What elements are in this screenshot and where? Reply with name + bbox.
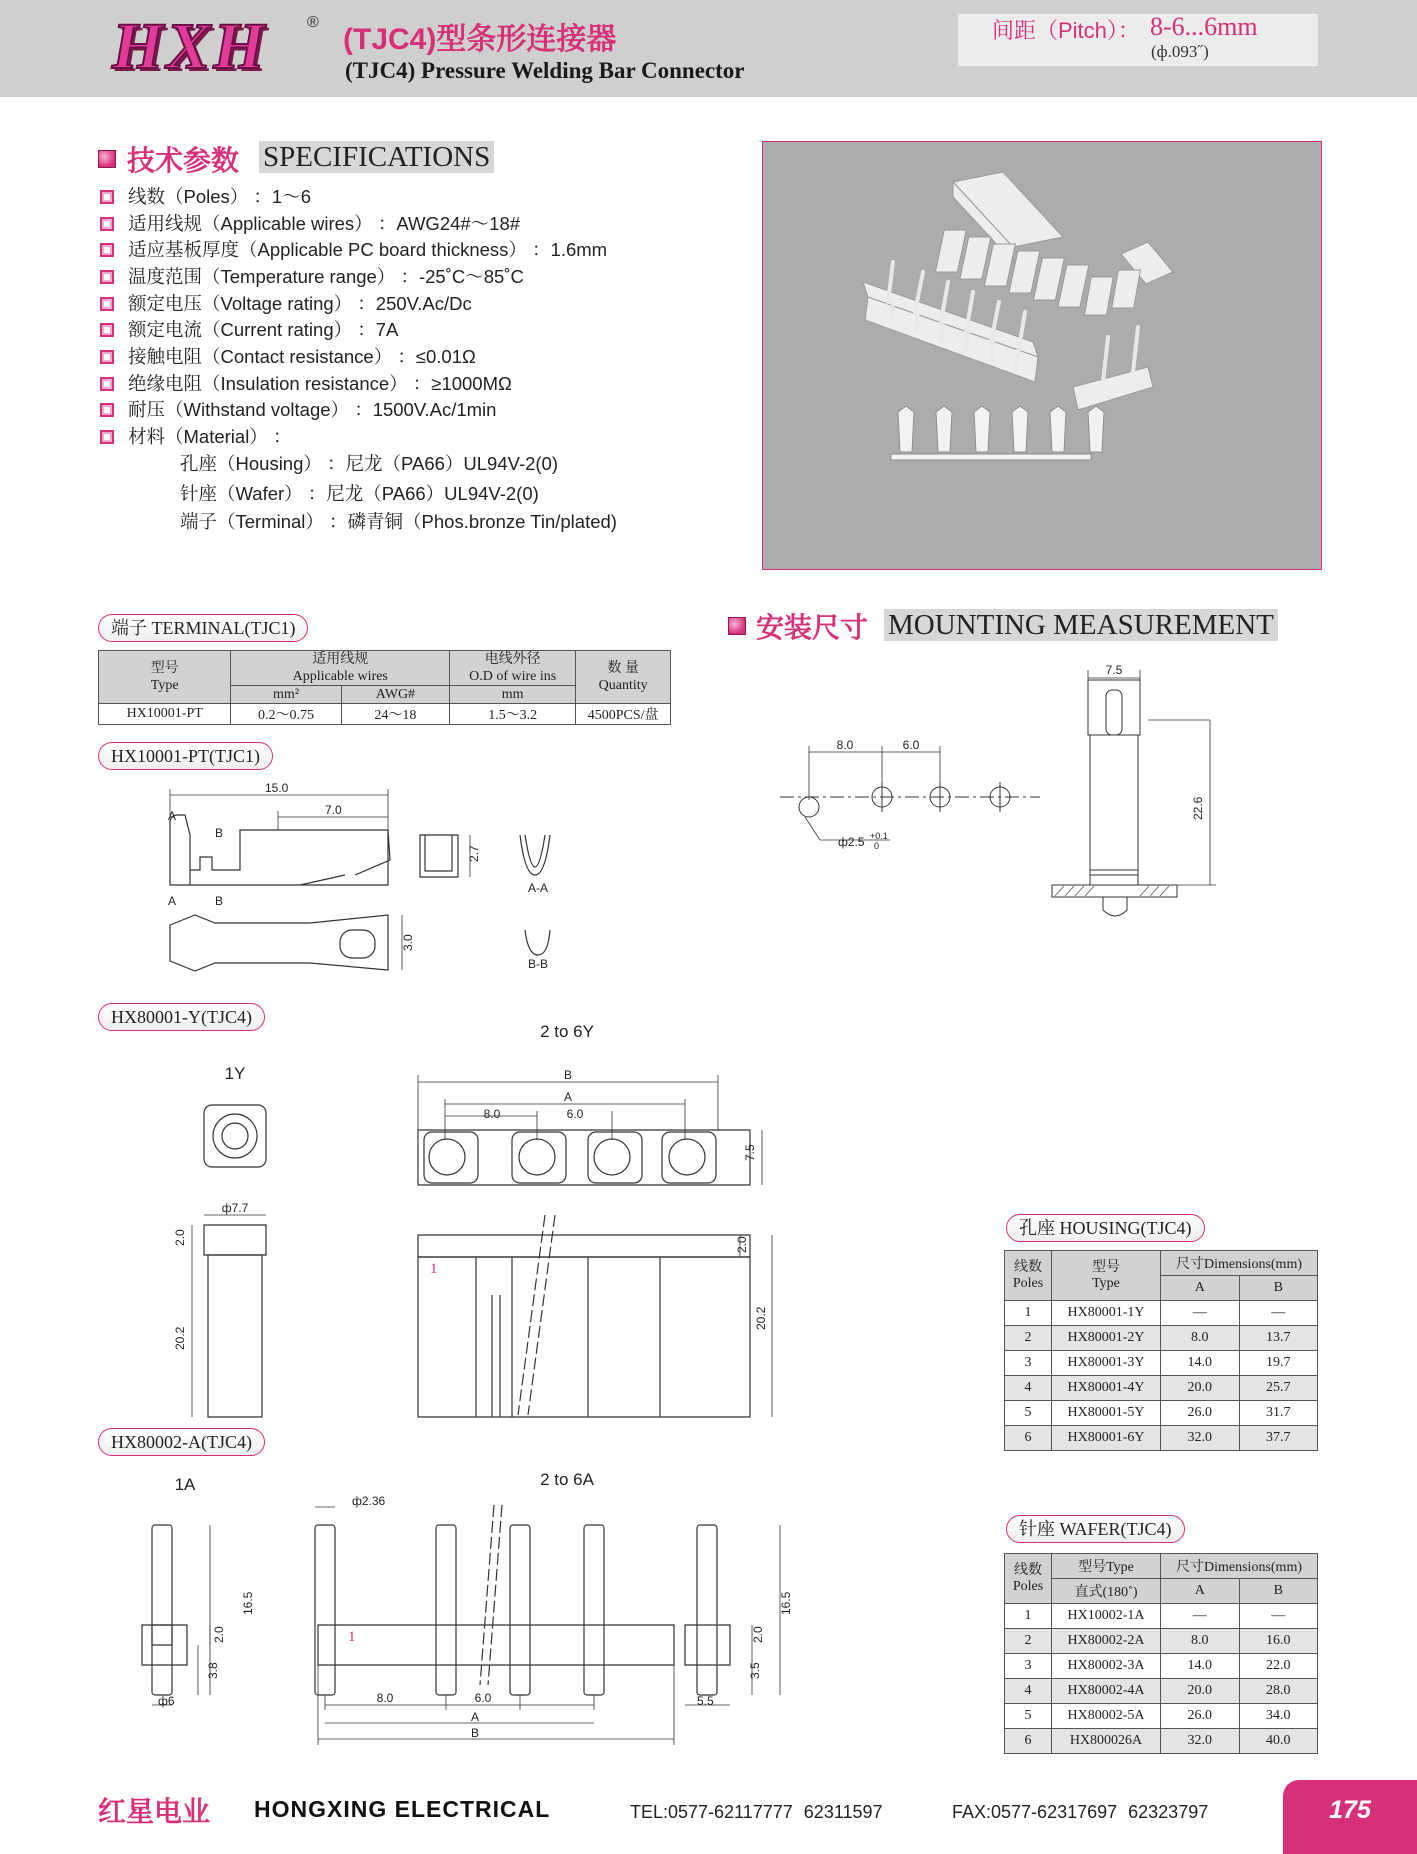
table-cell: 3 xyxy=(1005,1654,1052,1679)
title-english: (TJC4) Pressure Welding Bar Connector xyxy=(345,58,745,83)
bullet-icon xyxy=(100,270,114,284)
marker-b-bottom: B xyxy=(215,894,224,908)
dim-a: A xyxy=(563,1090,573,1104)
table-cell: 5 xyxy=(1005,1401,1052,1426)
material-terminal: 端子（Terminal） ：磷青铜（Phos.bronze Tin/plated) xyxy=(180,511,617,532)
dim-3-5: 3.5 xyxy=(748,1662,762,1679)
wafer-drawing xyxy=(140,1455,800,1755)
marker-b-top: B xyxy=(215,826,224,840)
view-1y: 1Y xyxy=(224,1064,246,1083)
view-1a: 1A xyxy=(174,1475,196,1494)
table-cell: 26.0 xyxy=(1161,1704,1240,1729)
table-cell: 22.0 xyxy=(1239,1654,1318,1679)
material-housing: 孔座（Housing） ：尼龙（PA66）UL94V-2(0) xyxy=(180,453,559,474)
th-awg: AWG# xyxy=(341,686,449,704)
bullet-icon xyxy=(100,430,114,444)
th-type: 型号 Type xyxy=(1052,1251,1161,1301)
product-photo-drawing xyxy=(763,142,1321,569)
pitch-value: 8-6...6mm xyxy=(1150,12,1258,41)
tolerance-lower: 0 xyxy=(874,841,880,851)
table-cell: 34.0 xyxy=(1239,1704,1318,1729)
pitch-inch: (ф.093˝) xyxy=(1151,42,1209,61)
page-number: 175 xyxy=(1283,1780,1417,1854)
dim-15: 15.0 xyxy=(265,781,289,795)
dim-phi-6: ф6 xyxy=(158,1694,175,1708)
registered-mark: ® xyxy=(307,14,319,31)
bullet-icon xyxy=(100,190,114,204)
th-wires: 适用线规 Applicable wires xyxy=(231,651,450,686)
pitch-label: 间距（Pitch）： xyxy=(992,18,1140,43)
terminal-table xyxy=(98,650,671,725)
table-cell: 0.2～0.75 xyxy=(231,704,341,725)
dim-b: B xyxy=(563,1068,573,1082)
dim-2-0-side: 2.0 xyxy=(212,1626,226,1643)
dim-phi-7-7: ф7.7 xyxy=(221,1201,249,1215)
table-row xyxy=(1005,1426,1318,1451)
dim-2-0-front: 2.0 xyxy=(735,1236,749,1253)
footer-company-cn: 红星电业 xyxy=(98,1796,211,1827)
table-cell: HX80002-2A xyxy=(1052,1629,1161,1654)
spec-item: 额定电流（Current rating） ：7A xyxy=(128,319,399,340)
housing-table xyxy=(1004,1250,1318,1451)
bullet-icon xyxy=(100,243,114,257)
dim-7-5: 7.5 xyxy=(743,1144,757,1161)
table-cell: 32.0 xyxy=(1161,1729,1240,1754)
table-cell: — xyxy=(1239,1604,1318,1629)
table-cell: 4 xyxy=(1005,1679,1052,1704)
table-row xyxy=(1005,1326,1318,1351)
table-cell: 4 xyxy=(1005,1376,1052,1401)
table-cell: 26.0 xyxy=(1161,1401,1240,1426)
table-row xyxy=(1005,1604,1318,1629)
th-a: A xyxy=(1161,1579,1240,1604)
terminal-drawing-label: HX10001-PT(TJC1) xyxy=(98,742,273,770)
mounting-title-cn: 安装尺寸 xyxy=(756,612,869,643)
spec-item: 额定电压（Voltage rating） ：250V.Ac/Dc xyxy=(128,293,472,314)
bullet-icon xyxy=(100,323,114,337)
table-cell: 6 xyxy=(1005,1729,1052,1754)
table-cell: 4500PCS/盘 xyxy=(576,704,671,725)
dim-7-5: 7.5 xyxy=(1105,663,1123,677)
table-cell: HX80001-3Y xyxy=(1052,1351,1161,1376)
table-cell: 24～18 xyxy=(341,704,449,725)
th-b: B xyxy=(1239,1579,1318,1604)
table-cell: 13.7 xyxy=(1239,1326,1318,1351)
dim-20-2-side: 20.2 xyxy=(173,1326,187,1350)
material-wafer: 针座（Wafer） ：尼龙（PA66）UL94V-2(0) xyxy=(180,483,539,504)
table-cell: HX80001-5Y xyxy=(1052,1401,1161,1426)
marker-a-bottom: A xyxy=(168,894,177,908)
dim-b: B xyxy=(470,1726,480,1740)
table-cell: 19.7 xyxy=(1239,1351,1318,1376)
bullet-icon xyxy=(100,377,114,391)
housing-table-label xyxy=(1006,1214,1205,1242)
table-row xyxy=(1005,1301,1318,1326)
dim-7: 7.0 xyxy=(325,803,342,817)
spec-item: 耐压（Withstand voltage） ：1500V.Ac/1min xyxy=(128,399,497,420)
table-row xyxy=(1005,1704,1318,1729)
wafer-label-en: WAFER(TJC4) xyxy=(1059,1519,1172,1539)
dim-5-5: 5.5 xyxy=(697,1694,714,1708)
table-cell: HX80001-4Y xyxy=(1052,1376,1161,1401)
footer-company-en: HONGXING ELECTRICAL xyxy=(254,1796,551,1822)
table-row xyxy=(1005,1376,1318,1401)
dim-6-0: 6.0 xyxy=(474,1691,492,1705)
table-cell: HX80001-1Y xyxy=(1052,1301,1161,1326)
dim-6-0: 6.0 xyxy=(902,738,920,752)
table-cell: 31.7 xyxy=(1239,1401,1318,1426)
th-mm2: mm² xyxy=(231,686,341,704)
bullet-icon xyxy=(100,350,114,364)
wafer-label-cn: 针座 xyxy=(1019,1519,1055,1539)
dim-20-2-front: 20.2 xyxy=(754,1306,768,1330)
dim-3-8: 3.8 xyxy=(206,1662,220,1679)
table-cell: HX800026A xyxy=(1052,1729,1161,1754)
bullet-icon xyxy=(100,403,114,417)
housing-drawing xyxy=(140,1015,790,1415)
housing-label-en: HOUSING(TJC4) xyxy=(1059,1218,1192,1238)
table-row xyxy=(1005,1654,1318,1679)
table-cell: 20.0 xyxy=(1161,1376,1240,1401)
table-cell: — xyxy=(1239,1301,1318,1326)
dim-8-0: 8.0 xyxy=(836,738,854,752)
dim-2-0-side: 2.0 xyxy=(173,1229,187,1246)
th-poles: 线数 Poles xyxy=(1005,1251,1052,1301)
section-b-b: B-B xyxy=(527,957,549,971)
th-poles: 线数 Poles xyxy=(1005,1554,1052,1604)
table-cell: 3 xyxy=(1005,1351,1052,1376)
table-row xyxy=(1005,1351,1318,1376)
table-cell: HX80002-5A xyxy=(1052,1704,1161,1729)
brand-logo: HXH xyxy=(112,10,268,83)
title-chinese: (TJC4)型条形连接器 xyxy=(343,23,617,56)
table-cell: 25.7 xyxy=(1239,1376,1318,1401)
pin-one-marker: 1 xyxy=(430,1261,438,1277)
th-od: 电线外径 O.D of wire ins xyxy=(450,651,576,686)
table-cell: 1.5～3.2 xyxy=(450,704,576,725)
table-cell: HX80002-3A xyxy=(1052,1654,1161,1679)
th-dimensions: 尺寸Dimensions(mm) xyxy=(1161,1251,1318,1276)
table-cell: 6 xyxy=(1005,1426,1052,1451)
dim-3-0: 3.0 xyxy=(401,934,415,951)
pin-one-marker: 1 xyxy=(348,1629,356,1645)
section-a-a: A-A xyxy=(527,881,549,895)
table-cell: — xyxy=(1161,1604,1240,1629)
table-cell: HX80001-2Y xyxy=(1052,1326,1161,1351)
wafer-table xyxy=(1004,1553,1318,1754)
table-row xyxy=(1005,1679,1318,1704)
dim-phi-2-36: ф2.36 xyxy=(352,1494,386,1508)
dim-6-0: 6.0 xyxy=(566,1107,584,1121)
dim-a: A xyxy=(470,1710,480,1724)
view-2-to-6y: 2 to 6Y xyxy=(540,1022,594,1041)
table-cell: 14.0 xyxy=(1161,1351,1240,1376)
table-cell: HX10001-PT xyxy=(99,704,231,725)
tolerance-upper: +0.1 xyxy=(870,831,888,841)
spec-item: 绝缘电阻（Insulation resistance） ：≥1000MΩ xyxy=(128,373,512,394)
table-cell: 8.0 xyxy=(1161,1629,1240,1654)
table-cell: HX80002-4A xyxy=(1052,1679,1161,1704)
marker-a-top: A xyxy=(168,809,177,823)
footer-fax: FAX:0577-62317697 62323797 xyxy=(952,1802,1209,1822)
housing-drawing-label: HX80001-Y(TJC4) xyxy=(98,1003,265,1031)
dim-22-6: 22.6 xyxy=(1191,796,1205,820)
table-row xyxy=(1005,1629,1318,1654)
terminal-drawing xyxy=(140,775,610,995)
dim-2-7: 2.7 xyxy=(467,845,481,862)
bullet-icon xyxy=(100,217,114,231)
footer-tel: TEL:0577-62117777 62311597 xyxy=(630,1802,883,1822)
th-dimensions: 尺寸Dimensions(mm) xyxy=(1161,1554,1318,1579)
dim-8-0: 8.0 xyxy=(483,1107,501,1121)
table-cell: 1 xyxy=(1005,1604,1052,1629)
table-row xyxy=(1005,1401,1318,1426)
spec-title-en: SPECIFICATIONS xyxy=(259,141,494,173)
table-cell: 2 xyxy=(1005,1629,1052,1654)
table-cell: HX10002-1A xyxy=(1052,1604,1161,1629)
dim-2-0-right: 2.0 xyxy=(751,1626,765,1643)
bullet-icon xyxy=(100,297,114,311)
wafer-drawing-label: HX80002-A(TJC4) xyxy=(98,1428,265,1456)
table-cell: 40.0 xyxy=(1239,1729,1318,1754)
mounting-drawing xyxy=(770,660,1205,930)
view-2-to-6a: 2 to 6A xyxy=(540,1470,594,1489)
th-type-sub: 直式(180˚) xyxy=(1052,1579,1161,1604)
table-cell: 28.0 xyxy=(1239,1679,1318,1704)
table-cell: 8.0 xyxy=(1161,1326,1240,1351)
section-square-icon xyxy=(728,617,746,635)
th-b: B xyxy=(1239,1276,1318,1301)
dim-16-5-side: 16.5 xyxy=(241,1591,255,1615)
table-cell: 20.0 xyxy=(1161,1679,1240,1704)
product-photo xyxy=(762,141,1322,570)
table-cell: 1 xyxy=(1005,1301,1052,1326)
spec-item: 温度范围（Temperature range） ：-25˚C～85˚C xyxy=(128,266,524,287)
wafer-table-label xyxy=(1006,1515,1185,1543)
th-type: 型号Type xyxy=(1052,1554,1161,1579)
table-cell: 2 xyxy=(1005,1326,1052,1351)
dim-8-0: 8.0 xyxy=(376,1691,394,1705)
spec-item: 接触电阻（Contact resistance） ：≤0.01Ω xyxy=(128,346,476,367)
table-cell: 32.0 xyxy=(1161,1426,1240,1451)
spec-item: 材料（Material） ： xyxy=(128,426,292,447)
table-cell: 5 xyxy=(1005,1704,1052,1729)
spec-item: 适应基板厚度（Applicable PC board thickness） ：1.6mm xyxy=(128,239,608,260)
spec-item: 适用线规（Applicable wires） ：AWG24#～18# xyxy=(128,213,521,234)
dim-phi-2-5: ф2.5 xyxy=(838,835,865,849)
spec-title-cn: 技术参数 xyxy=(127,145,240,176)
th-qty: 数 量 Quantity xyxy=(576,651,671,704)
th-a: A xyxy=(1161,1276,1240,1301)
housing-label-cn: 孔座 xyxy=(1019,1218,1055,1238)
spec-item: 线数（Poles） ：1～6 xyxy=(128,186,311,207)
table-row xyxy=(1005,1729,1318,1754)
section-square-icon xyxy=(98,150,116,168)
mounting-title-en: MOUNTING MEASUREMENT xyxy=(884,609,1278,641)
dim-16-5-right: 16.5 xyxy=(779,1591,793,1615)
table-cell: 37.7 xyxy=(1239,1426,1318,1451)
table-cell: HX80001-6Y xyxy=(1052,1426,1161,1451)
terminal-section-label: 端子 TERMINAL(TJC1) xyxy=(98,614,308,642)
table-cell: 16.0 xyxy=(1239,1629,1318,1654)
th-od-mm: mm xyxy=(450,686,576,704)
th-type: 型号 Type xyxy=(99,651,231,704)
table-cell: 14.0 xyxy=(1161,1654,1240,1679)
table-cell: — xyxy=(1161,1301,1240,1326)
